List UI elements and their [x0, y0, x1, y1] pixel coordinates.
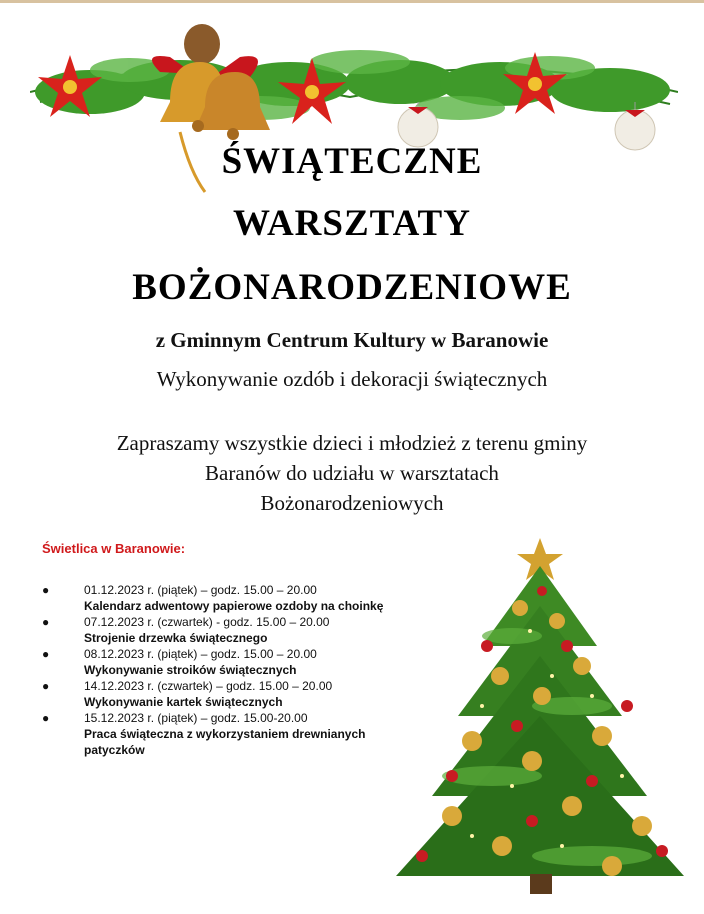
schedule-date: 14.12.2023 r. (czwartek) – godz. 15.00 – 20.00	[84, 679, 333, 693]
invitation-text	[0, 428, 704, 518]
title-line-2: WARSZTATY	[233, 203, 471, 244]
schedule-desc: Wykonywanie kartek świątecznych	[84, 695, 283, 709]
title-line-3: BOŻONARODZENIOWE	[132, 267, 572, 308]
schedule-desc: Wykonywanie stroików świątecznych	[84, 663, 297, 677]
bullet: ●	[42, 583, 50, 597]
schedule-date: 15.12.2023 r. (piątek) – godz. 15.00-20.00	[84, 711, 308, 725]
schedule-date: 08.12.2023 r. (piątek) – godz. 15.00 – 20.00	[84, 647, 317, 661]
invitation-line-1: Zapraszamy wszystkie dzieci i młodzież z terenu gminy	[116, 431, 588, 455]
schedule-desc: Strojenie drzewka świątecznego	[84, 631, 268, 645]
venue-heading: Świetlica w Baranowie:	[42, 541, 186, 556]
organizer-line: z Gminnym Centrum Kultury w Baranowie	[155, 328, 549, 352]
title-line-1: ŚWIĄTECZNE	[221, 141, 483, 182]
activity-line: Wykonywanie ozdób i dekoracji świątecznych	[156, 367, 548, 391]
invitation-line-3: Bożonarodzeniowych	[260, 491, 444, 515]
list-item	[42, 614, 402, 646]
schedule-desc: Kalendarz adwentowy papierowe ozdoby na choinkę	[84, 599, 384, 613]
christmas-tree-icon	[392, 536, 692, 902]
list-item	[42, 710, 402, 758]
bullet: ●	[42, 615, 50, 629]
invitation-line-2: Baranów do udziału w warsztatach	[205, 461, 499, 485]
schedule-date: 07.12.2023 r. (czwartek) - godz. 15.00 – 20.00	[84, 615, 330, 629]
bullet: ●	[42, 711, 50, 725]
bullet: ●	[42, 679, 50, 693]
top-border	[0, 0, 704, 3]
list-item	[42, 678, 402, 710]
list-item	[42, 646, 402, 678]
schedule-date: 01.12.2023 r. (piątek) – godz. 15.00 – 20.00	[84, 583, 317, 597]
bullet: ●	[42, 647, 50, 661]
schedule-list	[42, 582, 402, 758]
list-item	[42, 582, 402, 614]
schedule-desc: Praca świąteczna z wykorzystaniem drewnianych patyczków	[84, 727, 366, 757]
